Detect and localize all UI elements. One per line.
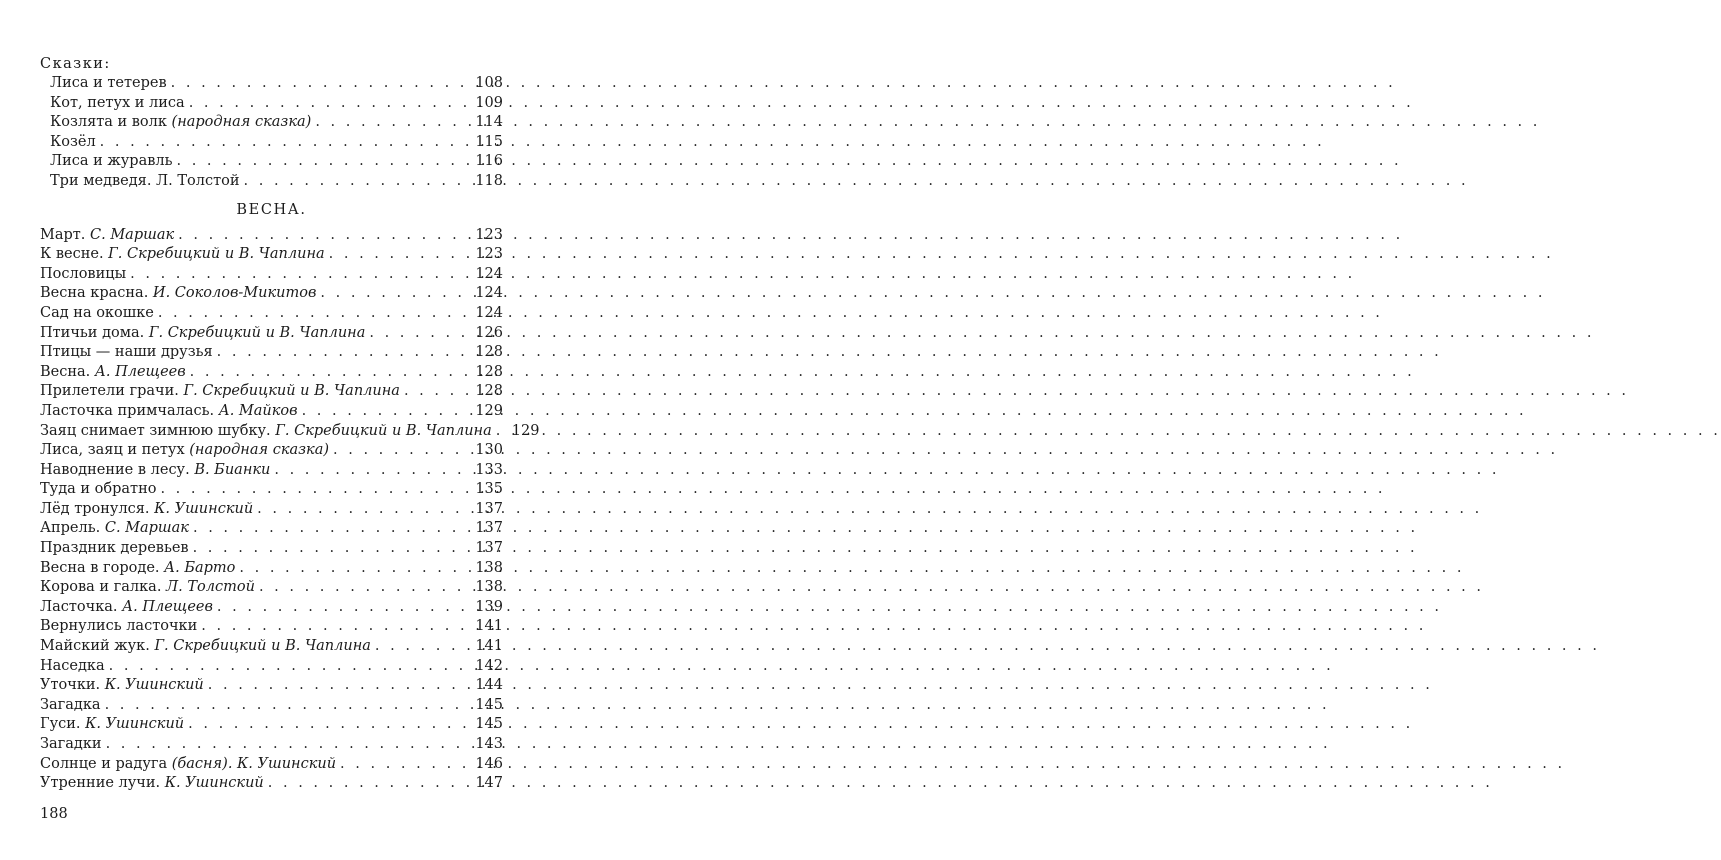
dot-leader xyxy=(329,245,472,265)
dot-leader xyxy=(106,735,472,755)
toc-entry xyxy=(50,133,503,153)
dot-leader xyxy=(188,715,471,735)
dot-leader xyxy=(244,172,472,192)
entry-page: 124 xyxy=(475,285,503,302)
entry-author: Г. Скребицкий и В. Чаплина xyxy=(154,638,371,655)
dot-leader xyxy=(239,559,471,579)
entry-title: Майский жук. xyxy=(40,638,155,655)
entry-author: Г. Скребицкий и В. Чаплина xyxy=(108,246,325,263)
entry-page: 123 xyxy=(475,246,503,263)
entry-title: Лёд тронулся. xyxy=(40,500,155,517)
toc-entry xyxy=(40,774,503,794)
entry-author: К. Ушинский xyxy=(85,716,185,733)
entry-title-group xyxy=(40,617,197,637)
entry-title-group xyxy=(50,152,172,172)
toc-entry xyxy=(40,598,503,618)
entry-title-group xyxy=(50,113,311,133)
entry-page: 145 xyxy=(475,696,503,713)
toc-entry xyxy=(40,343,503,363)
dot-leader xyxy=(190,363,472,383)
entry-page: 118 xyxy=(475,172,503,189)
entry-page: 123 xyxy=(475,226,503,243)
entry-title: Корова и галка. xyxy=(40,579,167,596)
dot-leader xyxy=(178,226,471,246)
dot-leader xyxy=(217,343,472,363)
toc-entry xyxy=(40,578,503,598)
entry-title: Лиса, заяц и петух xyxy=(40,442,190,459)
entry-author: К. Ушинский xyxy=(154,500,254,517)
entry-title-group xyxy=(40,539,189,559)
dot-leader xyxy=(369,324,471,344)
dot-leader xyxy=(320,284,471,304)
skazki-heading: Сказки: xyxy=(40,56,111,72)
dot-leader xyxy=(130,265,471,285)
entry-page: 128 xyxy=(475,383,503,400)
entry-title-group xyxy=(40,382,400,402)
dot-leader xyxy=(340,755,471,775)
toc-entry xyxy=(40,304,503,324)
entry-title: Солнце и радуга xyxy=(40,755,172,772)
entry-title-group xyxy=(40,696,101,716)
entry-page: 135 xyxy=(475,481,503,498)
dot-leader xyxy=(105,696,472,716)
entry-title: Весна. xyxy=(40,363,95,380)
toc-entry xyxy=(40,422,540,442)
dot-leader xyxy=(333,441,471,461)
entry-title-group xyxy=(40,578,255,598)
entry-page: 128 xyxy=(475,363,503,380)
entry-title: Ласточка. xyxy=(40,598,123,615)
dot-leader xyxy=(274,461,471,481)
dot-leader xyxy=(208,676,472,696)
toc-entry xyxy=(50,94,503,114)
toc-entry xyxy=(40,226,503,246)
entry-page: 108 xyxy=(475,75,503,91)
page-number: 188 xyxy=(40,806,68,822)
entry-page: 141 xyxy=(475,618,503,635)
toc-entry xyxy=(40,441,503,461)
entry-title: Праздник деревьев xyxy=(40,540,189,557)
entry-page: 128 xyxy=(475,344,503,361)
entry-title-group xyxy=(40,422,492,442)
dot-leader xyxy=(100,133,472,153)
entry-page: 116 xyxy=(475,153,503,170)
entry-title-group xyxy=(40,735,102,755)
entry-page: 124 xyxy=(475,265,503,282)
entry-author: А. Майков xyxy=(218,402,298,419)
entry-title: Туда и обратно xyxy=(40,481,157,498)
entry-title: Прилетели грачи. xyxy=(40,383,184,400)
toc-entry xyxy=(40,637,503,657)
toc-entry xyxy=(40,617,503,637)
toc-entry xyxy=(40,755,503,775)
entry-title-group xyxy=(40,245,325,265)
entry-author: Г. Скребицкий и В. Чаплина xyxy=(148,324,366,341)
entry-title-group xyxy=(40,774,264,794)
entry-page: 133 xyxy=(475,461,503,478)
dot-leader xyxy=(257,500,471,520)
entry-title: Вернулись ласточки xyxy=(40,618,198,635)
entry-title-group xyxy=(40,461,270,481)
dot-leader xyxy=(302,402,472,422)
entry-title: Лиса и тетерев xyxy=(50,75,167,91)
toc-entry xyxy=(40,657,503,677)
entry-title: Ласточка примчалась. xyxy=(40,402,219,419)
entry-title: Март. xyxy=(40,226,91,243)
entry-author: С. Маршак xyxy=(104,520,189,537)
entry-title: Лиса и журавль xyxy=(50,153,173,170)
entry-title: Загадки xyxy=(40,736,102,752)
entry-title: Утренние лучи. xyxy=(40,775,165,792)
entry-page: 126 xyxy=(475,324,503,341)
entry-title-group xyxy=(40,441,329,461)
entry-title-group xyxy=(40,519,189,539)
entry-title: Три медведя. Л. Толстой xyxy=(50,172,240,189)
entry-title: Гуси. xyxy=(40,716,86,733)
entry-page: 129 xyxy=(475,402,503,419)
dot-leader xyxy=(109,657,472,677)
entry-page: 146 xyxy=(475,755,503,772)
entry-page: 137 xyxy=(475,500,503,517)
entry-page: 143 xyxy=(475,736,503,752)
toc-entry xyxy=(50,113,503,133)
entry-author: Г. Скребицкий и В. Чаплина xyxy=(183,383,400,400)
entry-title: Пословицы xyxy=(40,265,127,282)
toc-entry xyxy=(40,480,503,500)
entry-page: 114 xyxy=(475,114,503,131)
entry-page: 124 xyxy=(475,304,503,321)
vesna-list xyxy=(40,226,540,794)
entry-title-group xyxy=(40,402,298,422)
dot-leader xyxy=(176,152,471,172)
entry-page: 138 xyxy=(475,579,503,596)
entry-title: Апрель. xyxy=(40,520,105,537)
dot-leader xyxy=(375,637,471,657)
entry-title: Птицы — наши друзья xyxy=(40,344,213,361)
entry-title: Сад на окошке xyxy=(40,304,154,321)
entry-note: (басня). К. Ушинский xyxy=(171,755,337,772)
entry-page: 138 xyxy=(475,559,503,576)
entry-title: Весна в городе. xyxy=(40,559,165,576)
dot-leader xyxy=(158,304,471,324)
entry-title-group xyxy=(40,755,336,775)
entry-title-group xyxy=(50,172,240,192)
toc-entry xyxy=(40,676,503,696)
toc-entry xyxy=(40,696,503,716)
entry-title-group xyxy=(40,284,316,304)
toc-entry xyxy=(50,152,503,172)
entry-title-group xyxy=(50,94,185,114)
skazki-list xyxy=(40,74,503,192)
entry-page: 130 xyxy=(475,442,503,459)
entry-title: Козлята и волк xyxy=(50,114,172,131)
entry-title: Птичьи дома. xyxy=(40,324,149,341)
entry-author: Л. Толстой xyxy=(166,579,255,596)
entry-author: А. Барто xyxy=(164,559,236,576)
entry-page: 141 xyxy=(475,638,503,655)
entry-author: С. Маршак xyxy=(90,226,175,243)
entry-title-group xyxy=(40,598,213,618)
entry-author: В. Бианки xyxy=(194,461,271,478)
toc-entry xyxy=(50,172,503,192)
toc-entry xyxy=(40,461,503,481)
entry-page: 137 xyxy=(475,520,503,537)
dot-leader xyxy=(259,578,471,598)
entry-title-group xyxy=(40,500,253,520)
toc-page xyxy=(0,0,540,860)
entry-title-group xyxy=(40,676,204,696)
entry-title-group xyxy=(40,324,365,344)
entry-page: 145 xyxy=(475,716,503,733)
entry-title-group xyxy=(40,363,186,383)
entry-title: Весна красна. xyxy=(40,285,153,302)
entry-title: Наседка xyxy=(40,657,105,674)
dot-leader xyxy=(201,617,471,637)
entry-title-group xyxy=(40,715,184,735)
dot-leader xyxy=(189,94,472,114)
entry-note: (народная сказка) xyxy=(189,442,330,459)
entry-title-group xyxy=(40,304,154,324)
entry-page: 139 xyxy=(475,598,503,615)
entry-page: 142 xyxy=(475,657,503,674)
entry-title-group xyxy=(40,559,235,579)
entry-title-group xyxy=(40,226,174,246)
entry-author: И. Соколов-Микитов xyxy=(152,285,317,302)
toc-entry xyxy=(40,715,503,735)
entry-title-group xyxy=(50,74,167,94)
toc-entry xyxy=(40,324,503,344)
entry-title-group xyxy=(40,657,105,677)
entry-author: К. Ушинский xyxy=(164,775,264,792)
entry-title-group xyxy=(40,480,156,500)
entry-author: Г. Скребицкий и В. Чаплина xyxy=(275,422,492,439)
dot-leader xyxy=(315,113,471,133)
entry-title: Козёл xyxy=(50,133,96,150)
entry-title: Наводнение в лесу. xyxy=(40,461,195,478)
toc-entry xyxy=(40,382,503,402)
entry-author: А. Плещеев xyxy=(94,363,186,380)
vesna-heading: ВЕСНА. xyxy=(236,201,307,218)
entry-page: 129 xyxy=(511,422,540,439)
toc-entry xyxy=(40,265,503,285)
dot-leader xyxy=(217,598,471,618)
toc-entry xyxy=(40,539,503,559)
entry-title-group xyxy=(40,265,126,285)
dot-leader xyxy=(193,519,471,539)
entry-title: Загадка xyxy=(40,696,101,713)
toc-entry xyxy=(40,559,503,579)
entry-title-group xyxy=(40,343,213,363)
entry-title: К весне. xyxy=(40,246,109,263)
dot-leader xyxy=(193,539,472,559)
entry-title: Уточки. xyxy=(40,677,105,694)
entry-note: (народная сказка) xyxy=(171,114,312,131)
entry-page: 147 xyxy=(475,775,503,792)
entry-title-group xyxy=(40,637,371,657)
entry-page: 144 xyxy=(475,677,503,694)
toc-entry xyxy=(40,363,503,383)
entry-page: 137 xyxy=(475,540,503,557)
entry-title-group xyxy=(50,133,96,153)
toc-entry xyxy=(50,74,503,94)
toc-entry xyxy=(40,500,503,520)
toc-entry xyxy=(40,519,503,539)
entry-author: А. Плещеев xyxy=(122,598,213,615)
entry-title: Заяц снимает зимнюю шубку. xyxy=(40,422,276,439)
entry-title: Кот, петух и лиса xyxy=(50,94,185,111)
toc-entry xyxy=(40,402,503,422)
dot-leader xyxy=(171,74,472,94)
toc-entry xyxy=(40,284,503,304)
toc-entry xyxy=(40,735,503,755)
dot-leader xyxy=(160,480,471,500)
toc-entry xyxy=(40,245,503,265)
dot-leader xyxy=(496,422,508,442)
dot-leader xyxy=(404,382,471,402)
entry-page: 115 xyxy=(475,133,503,150)
dot-leader xyxy=(268,774,472,794)
entry-author: К. Ушинский xyxy=(104,677,204,694)
entry-page: 109 xyxy=(475,94,503,111)
